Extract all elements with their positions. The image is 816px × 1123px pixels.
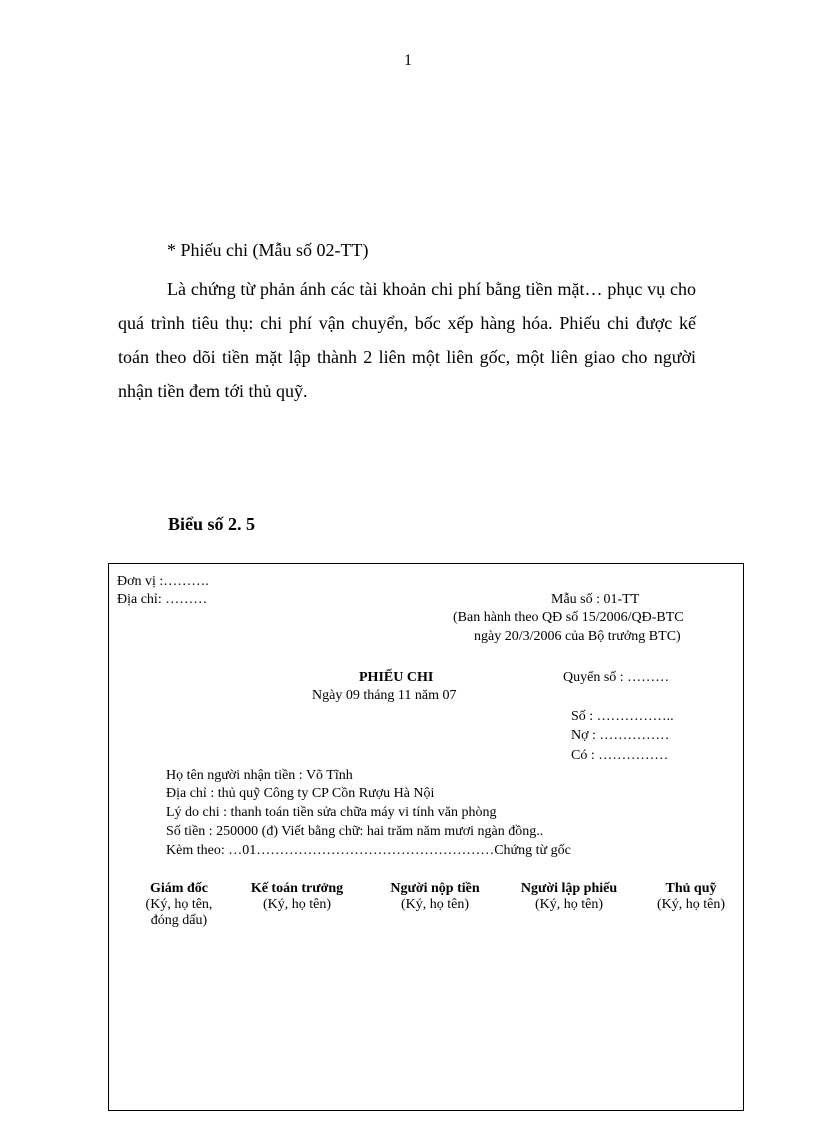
signature-chief-accountant bbox=[237, 881, 357, 913]
form-number: Mẫu số : 01-TT bbox=[551, 592, 640, 607]
signature-note: (Ký, họ tên) bbox=[656, 897, 726, 912]
attached-documents: Kèm theo: …01……………………………………………Chứng từ gốc bbox=[166, 843, 571, 858]
signature-note: (Ký, họ tên) bbox=[534, 897, 604, 912]
signature-payer bbox=[379, 881, 491, 913]
signature-title: Người nộp tiền bbox=[390, 881, 480, 896]
signature-note: (Ký, họ tên, bbox=[145, 897, 213, 912]
unit-field: Đơn vị :………. bbox=[117, 574, 209, 589]
voucher-title: PHIẾU CHI bbox=[359, 670, 434, 685]
debit-account: Nợ : …………… bbox=[571, 728, 670, 743]
figure-caption: Biểu số 2. 5 bbox=[168, 514, 256, 534]
issued-by: (Ban hành theo QĐ số 15/2006/QĐ-BTC bbox=[453, 610, 684, 625]
recipient-address: Địa chỉ : thủ quỹ Công ty CP Cồn Rượu Hà Nội bbox=[166, 786, 435, 801]
address-field: Địa chỉ: ……… bbox=[117, 592, 208, 607]
signature-title: Giám đốc bbox=[150, 881, 208, 896]
signature-title: Kế toán trưởng bbox=[250, 881, 344, 896]
issued-date: ngày 20/3/2006 của Bộ trưởng BTC) bbox=[474, 629, 681, 644]
signature-note: (Ký, họ tên) bbox=[262, 897, 332, 912]
payment-amount: Số tiền : 250000 (đ) Viết bằng chữ: hai trăm năm mươi ngàn đồng.. bbox=[166, 824, 544, 839]
signature-note: (Ký, họ tên) bbox=[400, 897, 470, 912]
signature-title: Thủ quỹ bbox=[665, 881, 717, 896]
signature-director bbox=[139, 881, 219, 929]
paragraph-text: Là chứng từ phản ánh các tài khoản chi phí bằng tiền mặt… phục vụ cho quá trình tiêu thụ: chi phí vận chuyển, bốc xếp hàng hóa. Phiếu chi được kế toán theo dõi tiền mặt lập thành 2 liên một liên gốc, một liên giao cho người nhận tiền đem tới thủ quỹ. bbox=[118, 279, 696, 401]
voucher-date: Ngày 09 tháng 11 năm 07 bbox=[312, 688, 457, 703]
voucher-number: Số : …………….. bbox=[571, 709, 674, 724]
signature-title: Người lập phiếu bbox=[520, 881, 618, 896]
credit-account: Có : …………… bbox=[571, 748, 669, 763]
payment-reason: Lý do chi : thanh toán tiền sửa chữa máy vi tính văn phòng bbox=[166, 805, 497, 820]
section-heading: * Phiếu chi (Mẫu số 02-TT) bbox=[167, 240, 369, 260]
signature-preparer bbox=[509, 881, 629, 913]
recipient-name: Họ tên người nhận tiền : Võ Tĩnh bbox=[166, 768, 353, 783]
payment-voucher-form bbox=[108, 563, 744, 1111]
signature-cashier bbox=[646, 881, 736, 913]
page-number: 1 bbox=[404, 52, 412, 69]
body-paragraph bbox=[118, 272, 696, 408]
book-number: Quyển số : ……… bbox=[563, 670, 670, 685]
signature-note: đóng dấu) bbox=[150, 913, 208, 928]
